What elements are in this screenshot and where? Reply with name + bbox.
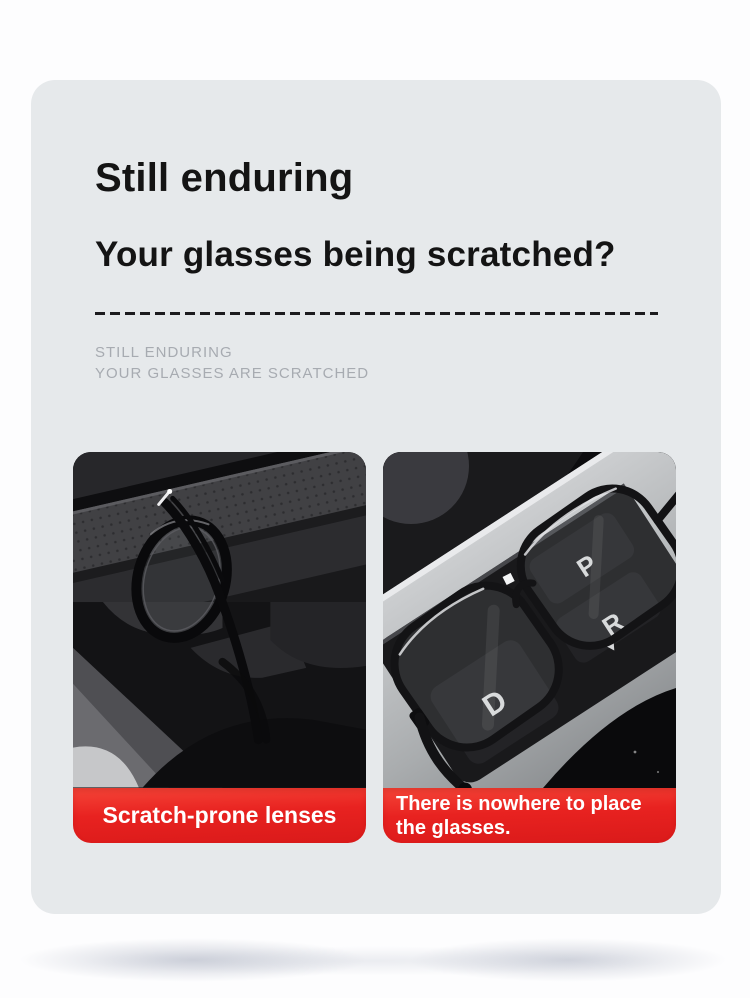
caption-nowhere-to-place: There is nowhere to place the glasses. xyxy=(383,788,676,843)
dashed-divider xyxy=(95,312,658,315)
door-pocket-illustration xyxy=(73,452,366,788)
headline-line2: Your glasses being scratched? xyxy=(95,235,616,274)
photo-glasses-in-door-pocket xyxy=(73,452,366,788)
gear-console-illustration xyxy=(383,452,676,788)
caption-scratch-prone: Scratch-prone lenses xyxy=(73,788,366,843)
headline-line1: Still enduring xyxy=(95,156,354,200)
panel-scratch-prone xyxy=(73,452,366,843)
card-drop-shadow-center xyxy=(80,946,670,976)
subtitle-line2: YOUR GLASSES ARE SCRATCHED xyxy=(95,365,370,382)
panel-nowhere-to-place xyxy=(383,452,676,843)
card-drop-shadow-right xyxy=(408,938,728,982)
subtitle-line1: STILL ENDURING xyxy=(95,344,233,361)
subtitle-block xyxy=(95,342,369,384)
card-drop-shadow-left xyxy=(18,938,368,982)
photo-glasses-on-gear-console xyxy=(383,452,676,788)
